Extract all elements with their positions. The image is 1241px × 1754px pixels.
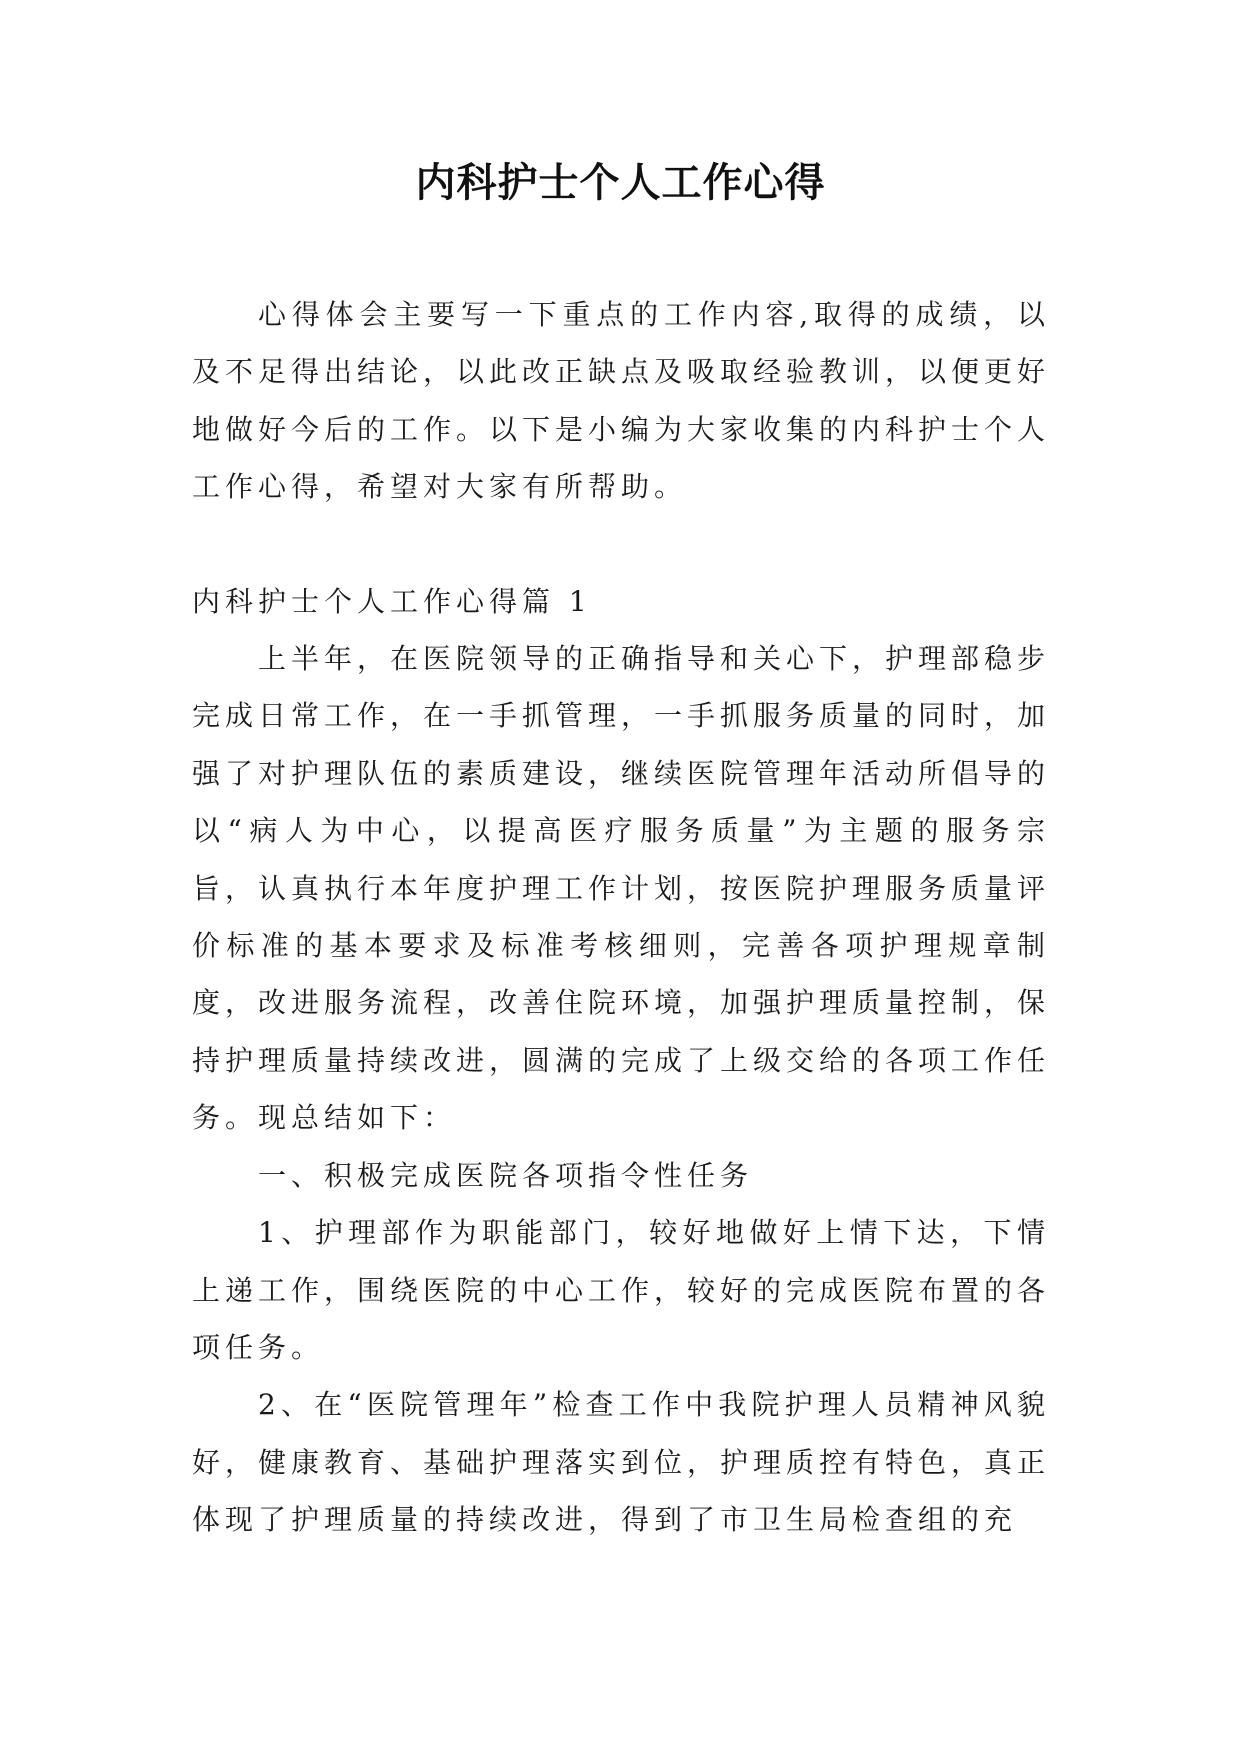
section-heading: 内科护士个人工作心得篇 1: [192, 584, 592, 618]
document-body: [192, 286, 1050, 1549]
body-paragraph: 2、在“医院管理年”检查工作中我院护理人员精神风貌好，健康教育、基础护理落实到位，护理质控有特色，真正体现了护理质量的持续改进，得到了市卫生局检查组的充: [192, 1388, 1051, 1537]
document-title: 内科护士个人工作心得: [415, 160, 826, 206]
body-paragraph: 上半年，在医院领导的正确指导和关心下，护理部稳步完成日常工作，在一手抓管理，一手抓服务质量的同时，加强了对护理队伍的素质建设，继续医院管理年活动所倡导的以“病人为中心，以提高医疗服务质量”为主题的服务宗旨，认真执行本年度护理工作计划，按医院护理服务质量评价标准的基本要求及标准考核细则，完善各项护理规章制度，改进服务流程，改善住院环境，加强护理质量控制，保持护理质量持续改进，圆满的完成了上级交给的各项工作任务。现总结如下：: [192, 642, 1051, 1135]
subheading-paragraph: 一、积极完成医院各项指令性任务: [258, 1158, 754, 1192]
body-paragraph: 1、护理部作为职能部门，较好地做好上情下达，下情上递工作，围绕医院的中心工作，较好的完成医院布置的各项任务。: [192, 1216, 1051, 1364]
intro-paragraph: 心得体会主要写一下重点的工作内容,取得的成绩，以及不足得出结论，以此改正缺点及吸取经验教训，以便更好地做好今后的工作。以下是小编为大家收集的内科护士个人工作心得，希望对大家有所帮助。: [192, 298, 1051, 504]
